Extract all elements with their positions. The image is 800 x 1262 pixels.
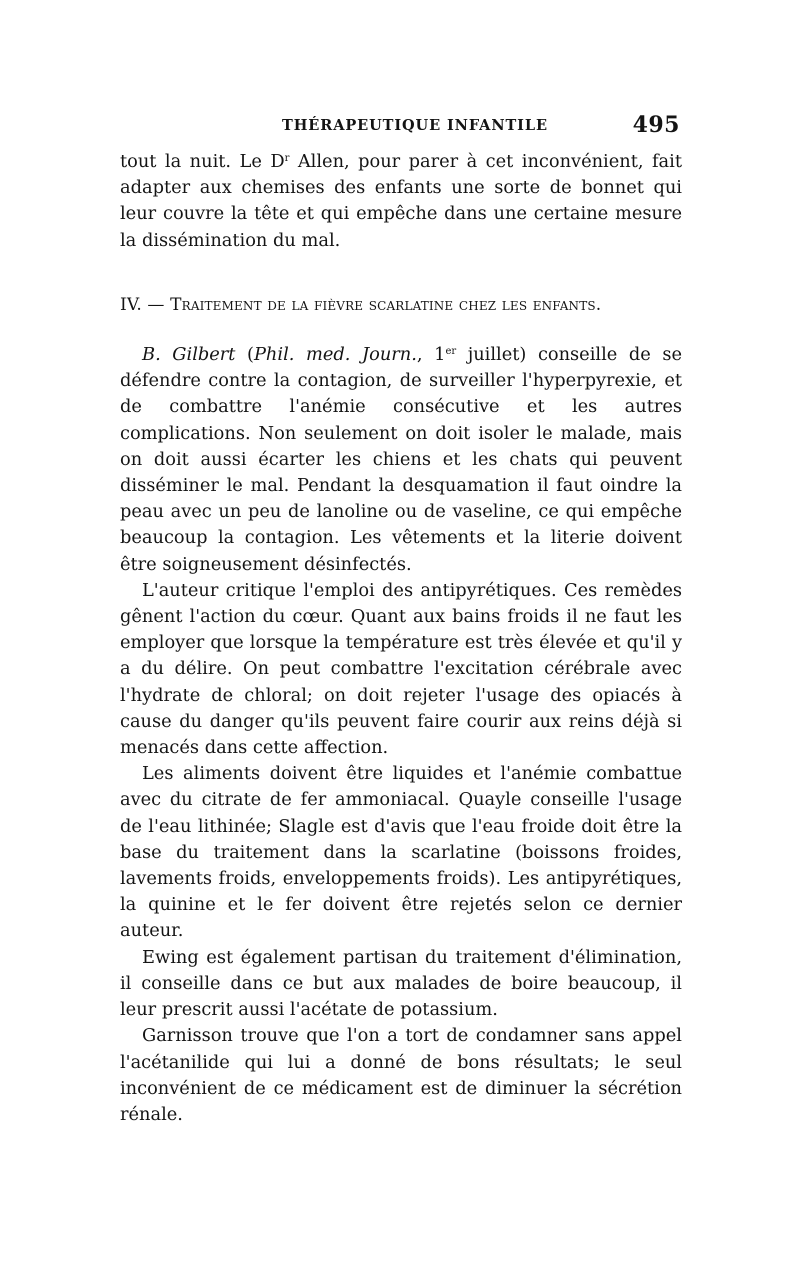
- reference-journal: Phil. med. Journ.: [253, 344, 417, 366]
- reference-date-superscript: er: [445, 346, 457, 358]
- paragraph-antipyretics: L'auteur critique l'emploi des antipyrétiques. Ces remèdes gênent l'action du cœur. Quant aux bains froids il ne faut les employer que lorsque la température est très élevée et qu'il y a du délire. On peut combattre l'excitation cérébrale avec l'hydrate de chloral; on doit rejeter l'usage des opiacés à cause du danger qu'ils peuvent faire courir aux reins déjà si menacés dans cette affection.: [120, 579, 682, 759]
- section-title: Traitement de la fièvre scarlatine chez les enfants.: [170, 294, 602, 315]
- section-heading: [120, 292, 682, 318]
- reference-date-post: juillet): [456, 344, 527, 366]
- paragraph-garnisson: Garnisson trouve que l'on a tort de condamner sans appel l'acétanilide qui lui a donné de bons résultats; le seul inconvénient de ce médicament est de diminuer la sécrétion rénale.: [120, 1025, 682, 1125]
- paragraph-continuation-rest: Allen, pour parer à cet inconvénient, fait adapter aux chemises des enfants une sorte de bonnet qui leur couvre la tête et qui empêche dans une certaine mesure la dissémination du mal.: [120, 151, 682, 251]
- paragraph-continuation-text: tout la nuit. Le D: [120, 151, 285, 172]
- reference-author: B. Gilbert: [142, 344, 236, 366]
- running-header: [120, 112, 682, 142]
- running-title: THÉRAPEUTIQUE INFANTILE: [282, 117, 548, 134]
- paragraph-continuation: [120, 149, 682, 254]
- page-number: 495: [632, 112, 680, 138]
- section-number: IV. —: [120, 294, 171, 315]
- paragraph-gilbert: [120, 342, 682, 578]
- paragraph-diet: Les aliments doivent être liquides et l'anémie combattue avec du citrate de fer ammoniacal. Quayle conseille l'usage de l'eau lithinée; Slagle est d'avis que l'eau froide doit être la base du traitement dans la scarlatine (boissons froides, lavements froids, enveloppements froids). Les antipyrétiques, la quinine et le fer doivent être rejetés selon ce dernier auteur.: [120, 763, 682, 942]
- reference-date-pre: , 1: [416, 344, 446, 366]
- page-bottom-margin: [0, 1080, 800, 1262]
- paragraph-ewing: Ewing est également partisan du traitement d'élimination, il conseille dans ce but aux malades de boire beaucoup, il leur prescrit aussi l'acétate de potassium.: [120, 946, 682, 1021]
- paragraph-gilbert-text: conseille de se défendre contre la contagion, de surveiller l'hyperpyrexie, et de combattre l'anémie consécutive et les autres complications. Non seulement on doit isoler le malade, mais on doit aussi écarter les chiens et les chats qui peuvent disséminer le mal. Pendant la desquamation il faut oindre la peau avec un peu de lanoline ou de vaseline, ce qui empêche beaucoup la contagion. Les vêtements et la literie doivent être soigneusement désinfectés.: [120, 344, 683, 575]
- body-text: [120, 149, 682, 1128]
- reference-open-paren: (: [235, 344, 254, 366]
- doctor-abbrev-superscript: r: [284, 153, 290, 164]
